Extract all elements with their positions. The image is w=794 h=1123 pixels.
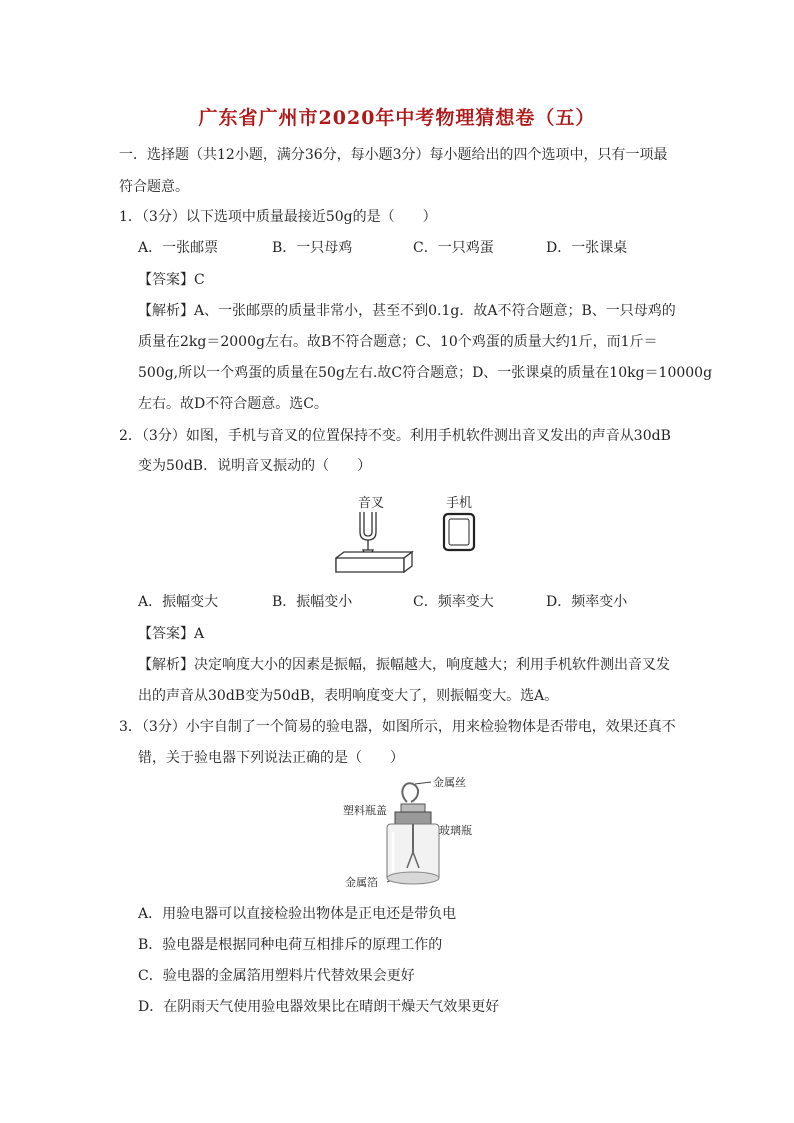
phone-icon <box>444 514 474 550</box>
q2-option-c: C．频率变大 <box>413 594 494 610</box>
q3-option-d: D．在阴雨天气使用验电器效果比在晴朗干燥天气效果更好 <box>138 999 500 1015</box>
section-heading-line-1: 一．选择题（共12小题，满分36分，每小题3分）每小题给出的四个选项中，只有一项最 <box>119 147 668 163</box>
q1-analysis-line-2: 质量在2kg＝2000g左右。故B不符合题意；C、10个鸡蛋的质量大约1斤，而1斤＝ <box>138 334 658 350</box>
fork-label: 音叉 <box>358 495 385 510</box>
wooden-block-icon <box>336 552 412 572</box>
q2-answer: 【答案】A <box>138 626 205 642</box>
q2-option-a: A．振幅变大 <box>138 594 219 610</box>
bottle-label: 玻璃瓶 <box>439 825 472 837</box>
q3-option-b: B．验电器是根据同种电荷互相排斥的原理工作的 <box>138 937 443 953</box>
q3-option-c: C．验电器的金属箔用塑料片代替效果会更好 <box>138 968 415 984</box>
q1-stem: 1．（3分）以下选项中质量最接近50g的是（ ） <box>119 209 437 225</box>
q1-analysis-line-3: 500g,所以一个鸡蛋的质量在50g左右.故C符合题意；D、一张课桌的质量在10kg＝10000g <box>138 365 713 381</box>
q2-option-d: D．频率变小 <box>546 594 628 610</box>
q2-option-b: B．振幅变小 <box>272 594 353 610</box>
q2-analysis-line-1: 【解析】决定响度大小的因素是振幅，振幅越大，响度越大；利用手机软件测出音叉发 <box>138 657 670 673</box>
tuning-fork-phone-figure <box>330 488 480 578</box>
q1-option-a: A．一张邮票 <box>138 240 219 256</box>
q1-analysis-line-1: 【解析】A、一张邮票的质量非常小，甚至不到0.1g．故A不符合题意；B、一只母鸡的 <box>138 303 676 319</box>
q1-option-c: C．一只鸡蛋 <box>413 240 494 256</box>
wire-leader-line <box>415 782 431 784</box>
foil-label: 金属箔 <box>345 877 378 889</box>
tuning-fork-icon <box>360 512 376 554</box>
q2-stem-line-1: 2．（3分）如图，手机与音叉的位置保持不变。利用手机软件测出音叉发出的声音从30dB <box>119 428 671 444</box>
q2-stem-line-2: 变为50dB．说明音叉振动的（ ） <box>138 458 372 474</box>
electroscope-icon <box>387 783 439 884</box>
electroscope-figure <box>335 770 495 895</box>
q3-stem-line-2: 错，关于验电器下列说法正确的是（ ） <box>138 750 404 766</box>
q2-analysis-line-2: 出的声音从30dB变为50dB，表明响度变大了，则振幅变大。选A。 <box>138 688 559 704</box>
q3-option-a: A．用验电器可以直接检验出物体是正电还是带负电 <box>138 906 457 922</box>
wire-label: 金属丝 <box>433 777 466 789</box>
q1-option-b: B．一只母鸡 <box>272 240 353 256</box>
q1-option-d: D．一张课桌 <box>546 240 628 256</box>
q1-answer: 【答案】C <box>138 272 205 288</box>
section-heading-line-2: 符合题意。 <box>119 179 189 195</box>
q3-stem-line-1: 3．（3分）小宇自制了一个简易的验电器，如图所示，用来检验物体是否带电，效果还真不 <box>119 719 676 735</box>
cap-label: 塑料瓶盖 <box>343 805 387 817</box>
q1-analysis-line-4: 左右。故D不符合题意。选C。 <box>138 396 328 412</box>
page-title: 广东省广州市2020年中考物理猜想卷（五） <box>198 107 596 129</box>
phone-label: 手机 <box>446 495 473 510</box>
